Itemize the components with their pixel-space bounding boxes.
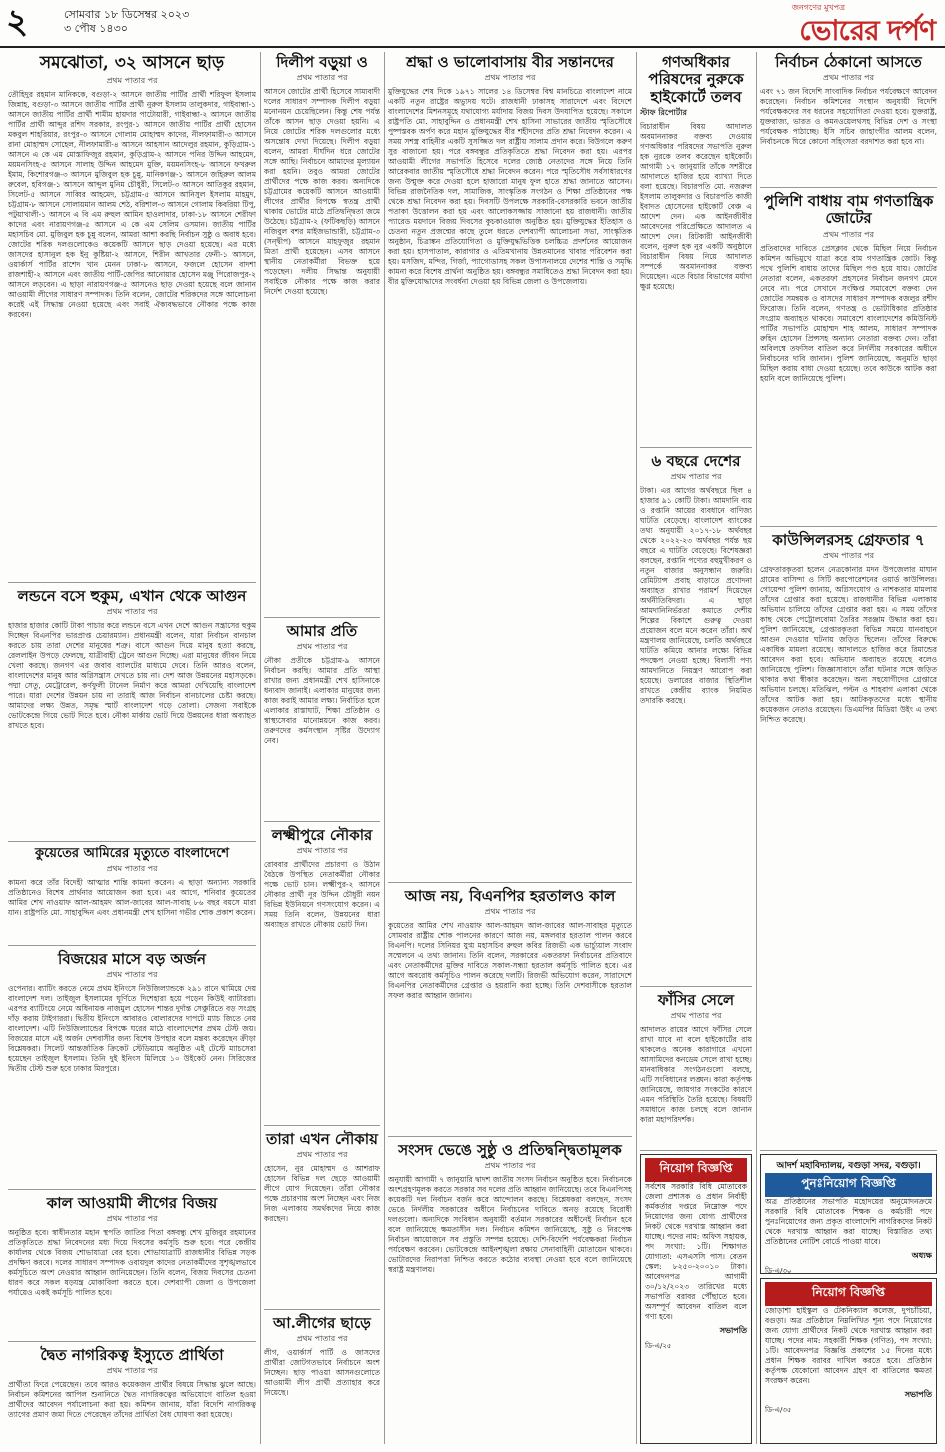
article-nuru-summoned — [640, 52, 752, 448]
article-death-cell — [640, 990, 752, 1151]
newspaper-page — [8, 52, 937, 1444]
article-byline: প্রথম পাতার পর — [106, 607, 158, 617]
ad-recruitment-notice — [640, 1154, 752, 1444]
article-headline: দ্বৈত নাগরিকত্ব ইস্যুতে প্রার্থিতা — [40, 1346, 224, 1364]
article-headline: আ.লীগের ছাড়ে — [273, 1314, 371, 1332]
logo-tagline: জনগণের মুখপত্র — [791, 3, 845, 12]
article-victory-month — [8, 949, 256, 1190]
article-byline: স্টাফ রিপোর্টার — [640, 107, 687, 117]
article-body: প্রতিবাদের দাবিতে প্রেসক্লাব থেকে মিছিল নিয়ে নির্বাচন কমিশন অভিমুখে যাত্রা করে বাম গণতান্ত্রিক জোট। কিন্তু পথে পুলিশি বাধায় তাদের মিছিল পণ্ড হয়ে যায়। জোটের নেতারা বলেন, একতরফা প্রহসনের নির্বাচন জনগণ মেনে নেবে না। পরে সেখানে সংক্ষিপ্ত সমাবেশে বক্তব্য দেন জোটের সমন্বয়ক ও বাসদের সাধারণ সম্পাদক বজলুর রশীদ ফিরোজ। তিনি বলেন, গণতন্ত্র ও ভোটাধিকার প্রতিষ্ঠার সংগ্রাম অব্যাহত থাকবে। সমাবেশে বাংলাদেশের কমিউনিস্ট পার্টির সভাপতি মোহাম্মদ শাহ আলম, সাধারণ সম্পাদক রুহিন হোসেন প্রিন্সসহ অন্যান্য নেতারা বক্তব্য দেন। তাঁরা অবিলম্বে তফসিল বাতিল করে নির্দলীয় সরকারের অধীনে নির্বাচনের দাবি জানান। পুলিশ জানিয়েছে, অনুমতি ছাড়া মিছিল করায় বাধা দেওয়া হয়েছে। তবে কাউকে আটক করা হয়নি বলে জানিয়েছে পুলিশ। — [760, 243, 937, 383]
article-body: এবং ৭১ জন বিদেশি সাংবাদিক নির্বাচন পর্যবেক্ষণে আবেদন করেছেন। নির্বাচন কমিশনের সংস্থান অনুযায়ী বিদেশি পর্যবেক্ষকদের সব ধরনের সহযোগিতা দেওয়া হবে। যুক্তরাষ্ট্র, যুক্তরাজ্য, ভারত ও কমনওয়েলথসহ বিভিন্ন দেশ ও সংস্থা পর্যবেক্ষক পাঠাচ্ছে। ইসি সচিব জাহাংগীর আলম বলেন, নির্বাচনকে ঘিরে কোনো সহিংসতা বরদাশত করা হবে না। — [760, 87, 937, 147]
article-byline: প্রথম পাতার পর — [484, 1161, 536, 1171]
article-body: নৌকা প্রতীকে চট্টগ্রাম-৯ আসনে নির্বাচন করছি। আমার প্রতি আস্থা রাখার জন্য প্রধানমন্ত্রী শেখ হাসিনাকে ধন্যবাদ জানাই। এলাকার মানুষের জন্য কাজ করাই আমার লক্ষ্য। নির্বাচিত হলে এলাকার রাস্তাঘাট, শিক্ষা প্রতিষ্ঠান ও স্বাস্থ্যসেবার মানোন্নয়নে কাজ করব। তরুণদের কর্মসংস্থান সৃষ্টির উদ্যোগ নেব। — [264, 656, 380, 746]
article-headline: সমঝোতা, ৩২ আসনে ছাড় — [39, 53, 225, 73]
ad-title: পুনঃনিয়োগ বিজ্ঞপ্তি — [765, 1173, 932, 1197]
ad-reference: ডি-এ/৩০ — [765, 1267, 792, 1274]
article-al-concession — [264, 1313, 380, 1444]
article-byline: প্রথম পাতার পর — [296, 846, 348, 856]
article-councillor-arrested — [760, 530, 937, 1151]
column-divider — [384, 52, 385, 1444]
article-headline: আজ নয়, বিএনপির হরতালও কাল — [404, 887, 616, 905]
article-lakshmipur-boat — [264, 825, 380, 1126]
article-byline: প্রথম পাতার পর — [296, 1334, 348, 1344]
issue-date-gregorian: সোমবার ১৮ ডিসেম্বর ২০২৩ — [64, 8, 190, 21]
ad-body: অত্র প্রতিষ্ঠানের সভাপতি মহোদয়ের অনুমোদনক্রমে সরকারি বিধি মোতাবেক শিক্ষক ও কর্মচারী পদে পুনঃনিয়োগের জন্য প্রকৃত বাংলাদেশি নাগরিকদের নিকট থেকে দরখাস্ত আহ্বান করা যাচ্ছে। বিস্তারিত তথ্য প্রতিষ্ঠানের নোটিশ বোর্ডে পাওয়া যাবে। — [765, 1197, 932, 1246]
column-2 — [264, 52, 380, 1444]
ad-signature: সভাপতি — [904, 1389, 932, 1399]
ad-title: নিয়োগ বিজ্ঞপ্তি — [645, 1158, 747, 1182]
article-body: রোববার প্রার্থীদের প্রচারণা ও উঠান বৈঠকে উপস্থিত নেতাকর্মীরা নৌকার পক্ষে ভোট চান। লক্ষ্মীপুর-২ আসনে নৌকার প্রার্থী নূর উদ্দিন চৌধুরী নয়ন বিভিন্ন ইউনিয়নে গণসংযোগ করেন। এ সময় তিনি বলেন, উন্নয়নের ধারা অব্যাহত রাখতে নৌকায় ভোট দিন। — [264, 860, 380, 930]
article-body: কামনা করে তাঁর বিদেহী আত্মার শান্তি কামনা করেন। এ ছাড়া অন্যান্য সরকারি প্রতিষ্ঠানেও বিশেষ প্রার্থনার আয়োজন করা হবে। এর আগে, শনিবার কুয়েতের আমির শেখ নাওয়াফ আল-আহমদ আল-জাবের আল-সাবাহ ৮৬ বছর বয়সে মারা যান। রাষ্ট্রপতি মো. সাহাবুদ্দিন এবং প্রধানমন্ত্রী শেখ হাসিনা গভীর শোক প্রকাশ করেন। — [8, 877, 256, 917]
article-body: অনুযায়ী আগামী ৭ জানুয়ারি দ্বাদশ জাতীয় সংসদ নির্বাচন অনুষ্ঠিত হবে। নির্বাচনকে অংশগ্রহণমূলক করতে সরকার সব দলের প্রতি আহ্বান জানিয়েছে। তবে বিএনপিসহ কয়েকটি দল নির্বাচন বর্জন করে আন্দোলন করছে। বিশ্লেষকরা বলছেন, সংসদ ভেঙে নির্দলীয় সরকারের অধীনে নির্বাচনের দাবিতে অনড় রয়েছে বিরোধী দলগুলো। অন্যদিকে সংবিধান অনুযায়ী বর্তমান সরকারের অধীনেই নির্বাচন হবে বলে জানিয়েছে ক্ষমতাসীন দল। নির্বাচন কমিশন জানিয়েছে, সুষ্ঠু ও নিরপেক্ষ নির্বাচন আয়োজনে সব প্রস্তুতি সম্পন্ন হয়েছে। দেশি-বিদেশি পর্যবেক্ষকরা নির্বাচন পর্যবেক্ষণ করবেন। ভোটকেন্দ্রে আইনশৃঙ্খলা রক্ষায় সেনাবাহিনী মোতায়েন থাকবে। ভোটারদের নিরাপত্তা নিশ্চিত করতে কঠোর ব্যবস্থা নেওয়া হবে বলে জানিয়েছে স্বরাষ্ট্র মন্ত্রণালয়। — [388, 1175, 632, 1275]
article-byline: প্রথম পাতার পর — [106, 970, 158, 980]
article-headline: শ্রদ্ধা ও ভালোবাসায় বীর সন্তানদের — [406, 53, 614, 71]
article-byline: প্রথম পাতার পর — [106, 1214, 158, 1224]
ad-reference: ডি-এ/৩৫ — [765, 1406, 792, 1414]
ad-reappointment-notice — [760, 1154, 937, 1274]
article-headline: কাল আওয়ামী লীগের বিজয় — [46, 1194, 218, 1212]
article-headline: আমার প্রতি — [286, 622, 358, 640]
article-byline: প্রথম পাতার পর — [106, 1366, 158, 1376]
article-byline: প্রথম পাতার পর — [484, 73, 536, 83]
article-body: টাকা। এর আগের অর্থবছরে ছিল ৪ হাজার ৯১ কোটি টাকা। আমদানি ব্যয় ও রপ্তানি আয়ের ব্যবধানে বাণিজ্য ঘাটতি বেড়েছে। বাংলাদেশ ব্যাংকের তথ্য অনুযায়ী ২০১৭-১৮ অর্থবছর থেকে ২০২২-২৩ অর্থবছর পর্যন্ত ছয় বছরে এ ঘাটতি বেড়েছে। বিশেষজ্ঞরা বলছেন, রপ্তানি পণ্যের বহুমুখীকরণ ও নতুন বাজার অনুসন্ধান জরুরি। রেমিট্যান্স প্রবাহ বাড়াতে প্রণোদনা অব্যাহত রাখার পরামর্শ দিয়েছেন অর্থনীতিবিদরা। এ ছাড়া আমদানিনির্ভরতা কমাতে দেশীয় শিল্পের বিকাশে গুরুত্ব দেওয়া প্রয়োজন বলে মনে করেন তাঁরা। অর্থ মন্ত্রণালয় জানিয়েছে, চলতি অর্থবছরে ঘাটতি কমিয়ে আনার লক্ষ্যে বিভিন্ন পদক্ষেপ নেওয়া হচ্ছে। বিলাসী পণ্য আমদানিতে নিয়ন্ত্রণ আরোপ করা হয়েছে। ডলারের বাজার স্থিতিশীল রাখতে কেন্দ্রীয় ব্যাংক নিয়মিত তদারকি করছে। — [640, 486, 752, 706]
issue-date — [64, 8, 189, 36]
ad-body: জোড়াশা হাইস্কুল ও টেকনিক্যাল কলেজ, দুপচাঁচিয়া, বগুড়া। অত্র প্রতিষ্ঠানে নিম্নলিখিত শূন্য পদে নিয়োগের জন্য যোগ্য প্রার্থীদের নিকট থেকে দরখাস্ত আহ্বান করা যাচ্ছে। পদের নাম: সহকারী শিক্ষক (গণিত), পদ সংখ্যা: ১টি। আবেদনপত্র বিজ্ঞপ্তি প্রকাশের ১৫ দিনের মধ্যে প্রধান শিক্ষক বরাবর দাখিল করতে হবে। প্রতিষ্ঠান কর্তৃপক্ষ যেকোনো আবেদন গ্রহণ বা বাতিলের ক্ষমতা সংরক্ষণ করেন। — [765, 1306, 932, 1385]
ad-body: সর্বশেষ সরকারি বিধি মোতাবেক জেলা প্রশাসক ও প্রধান নির্বাহী কর্মকর্তার দপ্তরে নিম্নোক্ত পদে নিয়োগের জন্য যোগ্য প্রার্থীদের নিকট থেকে দরখাস্ত আহ্বান করা যাচ্ছে। পদের নাম: অফিস সহায়ক, পদ সংখ্যা: ১টি। শিক্ষাগত যোগ্যতা: এসএসসি পাস। বেতন স্কেল: ৮২৫০-২০০১০ টাকা। আবেদনপত্র আগামী ৩০/১২/২০২৩ তারিখের মধ্যে সভাপতি বরাবর পৌঁছাতে হবে। অসম্পূর্ণ আবেদন বাতিল বলে গণ্য হবে। — [645, 1182, 747, 1321]
article-body: আসনে জোটের প্রার্থী হিসেবে সাম্যবাদী দলের সাধারণ সম্পাদক দিলীপ বড়ুয়া মনোনয়ন চেয়েছিলেন। কিন্তু শেষ পর্যন্ত তাঁকে আসন ছাড় দেওয়া হয়নি। এ নিয়ে জোটের শরিক দলগুলোর মধ্যে অসন্তোষ দেখা দিয়েছে। দিলীপ বড়ুয়া বলেন, আমরা দীর্ঘদিন ধরে জোটের সঙ্গে আছি। নির্বাচনে আমাদের মূল্যায়ন করা হয়নি। তবুও আমরা জোটের প্রার্থীদের পক্ষে কাজ করব। অন্যদিকে চট্টগ্রামের কয়েকটি আসনে আওয়ামী লীগের প্রার্থীর বিপক্ষে স্বতন্ত্র প্রার্থী থাকায় ভোটের মাঠে প্রতিদ্বন্দ্বিতা জমে উঠেছে। চট্টগ্রাম-২ (ফটিকছড়ি) আসনে নজিবুল বশর মাইজভান্ডারী, চট্টগ্রাম-৩ (সন্দ্বীপ) আসনে মাহফুজুর রহমান মিতা প্রার্থী হয়েছেন। এসব আসনে স্থানীয় নেতাকর্মীরা বিভক্ত হয়ে পড়েছেন। দলীয় সিদ্ধান্ত অনুযায়ী সবাইকে নৌকার পক্ষে কাজ করার নির্দেশ দেওয়া হয়েছে। — [264, 87, 380, 297]
article-dilip-barua — [264, 52, 380, 618]
article-byline: প্রথম পাতার পর — [106, 863, 158, 873]
ad-reference: ডি-এ/২৫ — [645, 1342, 672, 1350]
ad-signature: সভাপতি — [719, 1325, 747, 1335]
logo-text: ভোরের দর্পণ — [799, 14, 935, 47]
article-headline: সংসদ ভেঙে সুষ্ঠু ও প্রতিদ্বন্দ্বিতামূলক — [398, 1141, 622, 1159]
article-byline: প্রথম পাতার পর — [296, 642, 348, 652]
article-election-obstruction — [760, 52, 937, 188]
column-divider — [636, 52, 637, 1444]
page-number: ২ — [6, 2, 29, 42]
article-headline: ৬ বছরে দেশের — [651, 452, 741, 470]
column-4 — [640, 52, 752, 1444]
article-body: কুয়েতের আমির শেখ নাওয়াফ আল-আহমদ আল-জাবের আল-সাবাহর মৃত্যুতে সোমবার রাষ্ট্রীয় শোক পালনের কারণে আজ নয়, মঙ্গলবার হরতাল পালন করবে বিএনপি। দলের সিনিয়র যুগ্ম মহাসচিব রুহুল কবির রিজভী এক ভার্চ্যুয়াল সংবাদ সম্মেলনে এ তথ্য জানান। তিনি বলেন, সরকারের একতরফা নির্বাচনের প্রতিবাদে এবং নেতাকর্মীদের মুক্তির দাবিতে সকাল-সন্ধ্যা হরতাল কর্মসূচি পালিত হবে। এর আগে অবরোধ কর্মসূচিও পালন করেছে দলটি। রিজভী অভিযোগ করেন, সারাদেশে বিএনপির নেতাকর্মীদের গ্রেপ্তার ও হয়রানি করা হচ্ছে। তিনি দেশবাসীকে হরতাল সফল করার আহ্বান জানান। — [388, 921, 632, 1001]
article-dissolve-parliament — [388, 1140, 632, 1444]
column-divider — [260, 52, 261, 1444]
article-headline: নির্বাচন ঠেকানো আসতে — [775, 53, 922, 71]
article-bnp-hartal — [388, 886, 632, 1137]
article-kuwait-emir — [8, 845, 256, 946]
ad-school-recruitment — [760, 1278, 937, 1444]
article-body: তৌহিদুর রহমান মানিককে, বগুড়া-২ আসনে জাতীয় পার্টির প্রার্থী শরিফুল ইসলাম জিন্নাহ, বগুড়া-৩ আসনে জাতীয় পার্টির প্রার্থী নুরুল ইসলাম তালুকদার, গাইবান্ধা-১ আসনে জাতীয় পার্টির প্রার্থী শামীম হায়দার পাটোয়ারী, গাইবান্ধা-২ আসনে জাতীয় পার্টির প্রার্থী আব্দুর রশিদ সরকার, রংপুর-১ আসনে জাতীয় পার্টির প্রার্থী হোসেন মকবুল শাহরিয়ার, রংপুর-৩ আসনে গোলাম মোহাম্মদ কাদের, নীলফামারী-৩ আসনে রানা মোহাম্মদ সোহেল, নীলফামারী-৪ আসনে আহসান আদেলুর রহমান, কুড়িগ্রাম-১ আসনে এ কে এম মোস্তাফিজুর রহমান, কুড়িগ্রাম-২ আসনে পনির উদ্দিন আহমেদ, ময়মনসিংহ-৫ আসনে সালাহ উদ্দিন আহমেদ মুক্তি, ময়মনসিংহ-৮ আসনে ফখরুল ইমাম, কিশোরগঞ্জ-৩ আসনে মুজিবুল হক চুন্নু, মানিকগঞ্জ-১ আসনে জহিরুল আলম রুবেল, হবিগঞ্জ-১ আসনে আব্দুল মুনিম চৌধুরী, সিলেট-৩ আসনে আতিকুর রহমান, সিলেট-৫ আসনে সাব্বির আহমেদ, চট্টগ্রাম-৫ আসনে আনিসুল ইসলাম মাহমুদ, চট্টগ্রাম-৮ আসনে সোলায়মান আলম শেঠ, বরিশাল-৩ আসনে গোলাম কিবরিয়া টিপু, পটুয়াখালী-১ আসনে এ বি এম রুহুল আমিন হাওলাদার, ঢাকা-১৮ আসনে শেরীফা কাদের এবং নারায়ণগঞ্জ-৫ আসনে এ কে এম সেলিম ওসমান। জাতীয় পার্টির মহাসচিব মো. মুজিবুল হক চুন্নু বলেন, আমরা আশা করছি নির্বাচন সুষ্ঠু ও অবাধ হবে। জোটের শরিক দলগুলোকেও কয়েকটি আসনে ছাড় দেওয়া হয়েছে। এর মধ্যে জাসদের হাসানুল হক ইনু কুষ্টিয়া-২ আসনে, শিরীন আখতার ফেনী-১ আসনে, ওয়ার্কার্স পার্টির রাশেদ খান মেনন ঢাকা-৮ আসনে, ফজলে হোসেন বাদশা রাজশাহী-২ আসনে এবং জাতীয় পার্টি-জেপির আনোয়ার হোসেন মঞ্জু পিরোজপুর-২ আসনে লড়বেন। এ ছাড়া নারায়ণগঞ্জ-৫ আসনেও ছাড় দেওয়া হয়েছে বলে জানান আওয়ামী লীগের সাধারণ সম্পাদক। তিনি বলেন, জোটের শরিকদের সঙ্গে আলোচনা করেই এই সিদ্ধান্ত নেওয়া হয়েছে এবং সবাই ঐক্যবদ্ধভাবে নৌকার পক্ষে কাজ করবেন। — [8, 89, 256, 319]
article-byline: প্রথম পাতার পর — [823, 229, 874, 239]
article-body: অনুষ্ঠিত হবে। স্বাধীনতার মহান স্থপতি জাতির পিতা বঙ্গবন্ধু শেখ মুজিবুর রহমানের প্রতিকৃতিতে শ্রদ্ধা নিবেদনের মধ্য দিয়ে দিবসের কর্মসূচি শুরু হবে। পরে কেন্দ্রীয় কার্যালয় থেকে বিজয় শোভাযাত্রা বের হবে। শোভাযাত্রাটি রাজধানীর বিভিন্ন সড়ক প্রদক্ষিণ করবে। দলের সাধারণ সম্পাদক ওবায়দুল কাদের নেতাকর্মীদের সুশৃঙ্খলভাবে কর্মসূচিতে অংশ নেওয়ার আহ্বান জানিয়েছেন। তিনি বলেন, বিজয় দিবসের চেতনা ধারণ করে সকল ষড়যন্ত্র মোকাবিলা করতে হবে। দেশব্যাপী জেলা ও উপজেলা পর্যায়েও একই কর্মসূচি পালিত হবে। — [8, 1228, 256, 1298]
issue-date-bengali: ৩ পৌষ ১৪৩০ — [64, 22, 128, 35]
article-headline: গণঅধিকার পরিষদের নুরুকে হাইকোর্টে তলব — [648, 53, 744, 106]
article-headline: কুয়েতের আমিরের মৃত্যুতে বাংলাদেশে — [34, 846, 230, 861]
article-byline: প্রথম পাতার পর — [296, 1150, 348, 1160]
newspaper-logo — [792, 2, 935, 47]
article-byline: প্রথম পাতার পর — [670, 472, 722, 482]
masthead — [0, 0, 945, 48]
article-body: লীগ, ওয়ার্কার্স পার্টি ও জাসদের প্রার্থীরা জোটগতভাবে নির্বাচনে অংশ নিচ্ছেন। ছাড় পাওয়া আসনগুলোতে আওয়ামী লীগ প্রার্থী প্রত্যাহার করে নিয়েছে। — [264, 1348, 380, 1398]
article-headline: লন্ডনে বসে হুকুম, এখান থেকে আগুন — [17, 587, 247, 605]
article-headline: লক্ষ্মীপুরে নৌকার — [271, 826, 373, 844]
article-tribute-heroes — [388, 52, 632, 883]
article-my-trust — [264, 621, 380, 822]
article-headline: ফাঁসির সেলে — [657, 991, 735, 1009]
article-headline: কাউন্সিলরসহ গ্রেফতার ৭ — [772, 531, 925, 549]
article-byline: প্রথম পাতার পর — [296, 73, 348, 83]
article-headline: পুলিশি বাধায় বাম গণতান্ত্রিক জোটের — [763, 192, 934, 228]
article-body: ওপেনার। ব্যাটিং করতে নেমে প্রথম ইনিংসে নিউজিল্যান্ডকে ২৯১ রানে থামিয়ে দেয় বাংলাদেশ দল। তাইজুল ইসলামের ঘূর্ণিতে দিশেহারা হয়ে পড়েন কিউই ব্যাটাররা। এরপর ব্যাটিংয়ে নেমে অধিনায়ক নাজমুল হোসেন শান্তর দুর্দান্ত সেঞ্চুরিতে বড় সংগ্রহ দাঁড় করায় টাইগাররা। দ্বিতীয় ইনিংসে আবারও বোলারদের দাপটে ম্যাচ জিতে নেয় বাংলাদেশ। এটি নিউজিল্যান্ডের বিপক্ষে ঘরের মাঠে বাংলাদেশের প্রথম টেস্ট জয়। বিজয়ের মাসে এই অর্জন দেশবাসীর জন্য বিশেষ উপহার বলে মন্তব্য করেছেন ক্রীড়া বিশ্লেষকরা। সিলেট আন্তর্জাতিক ক্রিকেট স্টেডিয়ামে অনুষ্ঠিত এই টেস্টে ম্যাচসেরা হয়েছেন তাইজুল ইসলাম। তিনি দুই ইনিংস মিলিয়ে ১০ উইকেট নেন। সিরিজের দ্বিতীয় টেস্ট শুরু হবে ঢাকার মিরপুরে। — [8, 984, 256, 1074]
article-byline: প্রথম পাতার পর — [106, 75, 158, 85]
column-3 — [388, 52, 632, 1444]
article-dual-citizenship — [8, 1345, 256, 1444]
article-headline: বিজয়ের মাসে বড় অর্জন — [58, 950, 206, 968]
article-now-in-boat — [264, 1129, 380, 1310]
article-body: গ্রেফতারকৃতরা হলেন নেত্রকোনার মদন উপজেলার মাঘান গ্রামের বাসিন্দা ও সিটি করপোরেশনের ওয়ার্ড কাউন্সিলর। গোয়েন্দা পুলিশ জানায়, অগ্নিসংযোগ ও নাশকতার মামলায় তাঁদের গ্রেপ্তার করা হয়েছে। রাজধানীর বিভিন্ন এলাকায় অভিযান চালিয়ে তাঁদের গ্রেপ্তার করা হয়। এ সময় তাঁদের কাছ থেকে পেট্রোলবোমা তৈরির সরঞ্জাম উদ্ধার করা হয়। পুলিশ জানিয়েছে, গ্রেপ্তারকৃতরা বিভিন্ন সময়ে যানবাহনে আগুন দেওয়ার ঘটনায় জড়িত ছিলেন। তাঁদের বিরুদ্ধে একাধিক মামলা রয়েছে। আদালতে হাজির করে রিমান্ডের আবেদন করা হবে। অভিযান অব্যাহত রয়েছে বলেও জানিয়েছে পুলিশ। জিজ্ঞাসাবাদে তাঁরা ঘটনার সঙ্গে জড়িত থাকার কথা স্বীকার করেছেন। অন্য সহযোগীদের গ্রেপ্তারে অভিযান চলছে। মতিঝিল, পল্টন ও শাহবাগ এলাকা থেকে তাঁদের আটক করা হয়। আটককৃতদের মধ্যে স্থানীয় কয়েকজন নেতাও রয়েছেন। ডিএমপির মিডিয়া উইং এ তথ্য নিশ্চিত করেছে। — [760, 565, 937, 725]
ad-heading: আদর্শ মহাবিদ্যালয়, বগুড়া সদর, বগুড়া। — [776, 1161, 921, 1171]
article-byline: প্রথম পাতার পর — [823, 551, 874, 561]
article-body: আদালত রায়ের আগে ফাঁসির সেলে রাখা যাবে না বলে হাইকোর্টের রায় থাকলেও অনেক কারাগারে এখনো আসামিদের কনডেম সেলে রাখা হচ্ছে। মানবাধিকার সংগঠনগুলো বলছে, এটি সংবিধানের লঙ্ঘন। কারা কর্তৃপক্ষ জানিয়েছে, জায়গার সংকটের কারণে এমন পরিস্থিতি তৈরি হয়েছে। বিষয়টি সমাধানে কাজ চলছে বলে জানান কারা মহাপরিদর্শক। — [640, 1025, 752, 1125]
ad-title: নিয়োগ বিজ্ঞপ্তি — [765, 1282, 932, 1306]
column-1 — [8, 52, 256, 1444]
article-body: বিচারাধীন বিষয় আদালত অবমাননাকর বক্তব্য দেওয়ায় গণঅধিকার পরিষদের সভাপতি নুরুল হক নুরকে তলব করেছেন হাইকোর্ট। আগামী ১৭ জানুয়ারি তাঁকে সশরীরে আদালতে হাজির হয়ে ব্যাখ্যা দিতে বলা হয়েছে। বিচারপতি মো. নজরুল ইসলাম তালুকদার ও বিচারপতি কাজী ইবাদত হোসেনের হাইকোর্ট বেঞ্চ এ আদেশ দেন। এক আইনজীবীর আবেদনের পরিপ্রেক্ষিতে আদালত এ আদেশ দেন। রিটকারী আইনজীবী বলেন, নুরুল হক নুর একটি অনুষ্ঠানে বিচারাধীন বিষয় নিয়ে আদালত সম্পর্কে অবমাননাকর বক্তব্য দিয়েছেন। এতে বিচার বিভাগের মর্যাদা ক্ষুণ্ণ হয়েছে। — [640, 121, 752, 291]
article-body: মুক্তিযুদ্ধের শেষ দিকে ১৯৭১ সালের ১৪ ডিসেম্বর বিশ্ব মানচিত্রে বাংলাদেশ নামে একটি নতুন রাষ্ট্রের অভ্যুদয় ঘটে। রাজধানী ঢাকাসহ সারাদেশে এবং বিদেশে বাংলাদেশের মিশনসমূহে যথাযোগ্য মর্যাদায় বিজয় দিবস উদযাপিত হয়েছে। সকালে রাষ্ট্রপতি মো. সাহাবুদ্দিন ও প্রধানমন্ত্রী শেখ হাসিনা সাভারের জাতীয় স্মৃতিসৌধে পুষ্পস্তবক অর্পণ করে মহান মুক্তিযুদ্ধের বীর শহীদদের প্রতি শ্রদ্ধা নিবেদন করেন। এ সময় সশস্ত্র বাহিনীর একটি সুসজ্জিত দল রাষ্ট্রীয় সালাম প্রদান করে। বিউগলে করুণ সুর বাজানো হয়। পরে বঙ্গবন্ধুর প্রতিকৃতিতে শ্রদ্ধা নিবেদন করা হয়। এরপর আওয়ামী লীগের সভাপতি হিসেবে দলের জ্যেষ্ঠ নেতাদের সঙ্গে নিয়ে তিনি আরেকবার জাতীয় স্মৃতিসৌধে শ্রদ্ধা নিবেদন করেন। পরে স্মৃতিসৌধ সর্বসাধারণের জন্য উন্মুক্ত করে দেওয়া হলে হাজারো মানুষ ফুল হাতে শ্রদ্ধা জানাতে আসেন। বিভিন্ন রাজনৈতিক দল, সামাজিক, সাংস্কৃতিক সংগঠন ও শিক্ষা প্রতিষ্ঠানের পক্ষ থেকে শ্রদ্ধা নিবেদন করা হয়। দিবসটি উপলক্ষে সরকারি-বেসরকারি ভবনে জাতীয় পতাকা উত্তোলন করা হয় এবং আলোকসজ্জায় সাজানো হয় রাজধানী। জাতীয় প্যারেড ময়দানে বিজয় দিবসের কুচকাওয়াজ অনুষ্ঠিত হয়। মুক্তিযুদ্ধের ইতিহাস ও চেতনা নতুন প্রজন্মের কাছে তুলে ধরতে দেশব্যাপী আলোচনা সভা, সাংস্কৃতিক অনুষ্ঠান, চিত্রাঙ্কন প্রতিযোগিতা ও মুক্তিযুদ্ধভিত্তিক চলচ্চিত্র প্রদর্শনের আয়োজন করা হয়। হাসপাতাল, কারাগার ও এতিমখানায় উন্নতমানের খাবার পরিবেশন করা হয়। মসজিদ, মন্দির, গির্জা, প্যাগোডাসহ সকল উপাসনালয়ে দেশের শান্তি ও সমৃদ্ধি কামনা করে বিশেষ প্রার্থনা অনুষ্ঠিত হয়। বঙ্গবন্ধুর সমাধিতেও শ্রদ্ধা নিবেদন করা হয়। বীর মুক্তিযোদ্ধাদের সংবর্ধনা দেওয়া হয় বিভিন্ন জেলা ও উপজেলায়। — [388, 87, 632, 287]
article-left-alliance — [760, 191, 937, 527]
article-body: হোসেন, নুর মোহাম্মদ ও আশরাফ হোসেন বিভিন্ন দল ছেড়ে আওয়ামী লীগে যোগ দিয়েছেন। তাঁরা নৌকার পক্ষে প্রচারণায় অংশ নিচ্ছেন এবং নিজ নিজ এলাকায় সমর্থকদের নিয়ে কাজ করছেন। — [264, 1164, 380, 1224]
article-seat-sharing — [8, 52, 256, 583]
article-six-years — [640, 451, 752, 987]
article-byline: প্রথম পাতার পর — [823, 73, 874, 83]
article-body: হাজার হাজার কোটি টাকা পাচার করে লন্ডনে বসে এখন দেশে আগুন সন্ত্রাসের হুকুম দিচ্ছেন বিএনপির ভারপ্রাপ্ত চেয়ারম্যান। প্রধানমন্ত্রী বলেন, যারা নির্বাচন বানচাল করতে চায় তারা দেশের মানুষের শত্রু। বাসে আগুন দিয়ে মানুষ হত্যা করছে, রেললাইন উপড়ে ফেলছে, যাত্রীবাহী ট্রেনে আগুন দিচ্ছে। এরা মানুষের জীবন নিয়ে খেলা করছে। জনগণ এর জবাব ব্যালটের মাধ্যমে দেবে। তিনি আরও বলেন, বাংলাদেশের মানুষ আর অগ্নিসন্ত্রাস দেখতে চায় না। দেশ আজ উন্নয়নের মহাসড়কে। পদ্মা সেতু, মেট্রোরেল, কর্ণফুলী টানেল নির্মাণ করে আমরা দেখিয়েছি বাংলাদেশ পারে। যারা দেশের উন্নয়ন চায় না তারাই আজ নির্বাচন বানচালের চেষ্টা করছে। আমাদের লক্ষ্য উন্নত, সমৃদ্ধ স্মার্ট বাংলাদেশ গড়ে তোলা। সেজন্য সবাইকে ভোটকেন্দ্রে গিয়ে ভোট দিতে হবে। নৌকা মার্কায় ভোট দিয়ে উন্নয়নের ধারা অব্যাহত রাখতে হবে। — [8, 621, 256, 731]
column-divider — [756, 52, 757, 1444]
article-awami-league-victory — [8, 1193, 256, 1342]
article-byline: প্রথম পাতার পর — [670, 1011, 722, 1021]
article-headline: দিলীপ বড়ুয়া ও — [276, 53, 368, 71]
ad-signature: অধ্যক্ষ — [911, 1250, 932, 1260]
article-london-orders — [8, 586, 256, 842]
article-headline: তারা এখন নৌকায় — [266, 1130, 378, 1148]
article-byline: প্রথম পাতার পর — [484, 907, 536, 917]
article-body: প্রার্থীতা ফিরে পেয়েছেন। তবে আরও কয়েকজন প্রার্থীর বিষয়ে সিদ্ধান্ত ঝুলে আছে। নির্বাচন কমিশনের আপিল শুনানিতে দ্বৈত নাগরিকত্বের অভিযোগে বাতিল হওয়া প্রার্থীদের আবেদন পর্যালোচনা করা হয়। কমিশন জানায়, যাঁরা বিদেশি নাগরিকত্ব ত্যাগের প্রমাণ জমা দিতে পেরেছেন তাঁদের প্রার্থিতা বৈধ ঘোষণা করা হয়েছে। — [8, 1380, 256, 1420]
